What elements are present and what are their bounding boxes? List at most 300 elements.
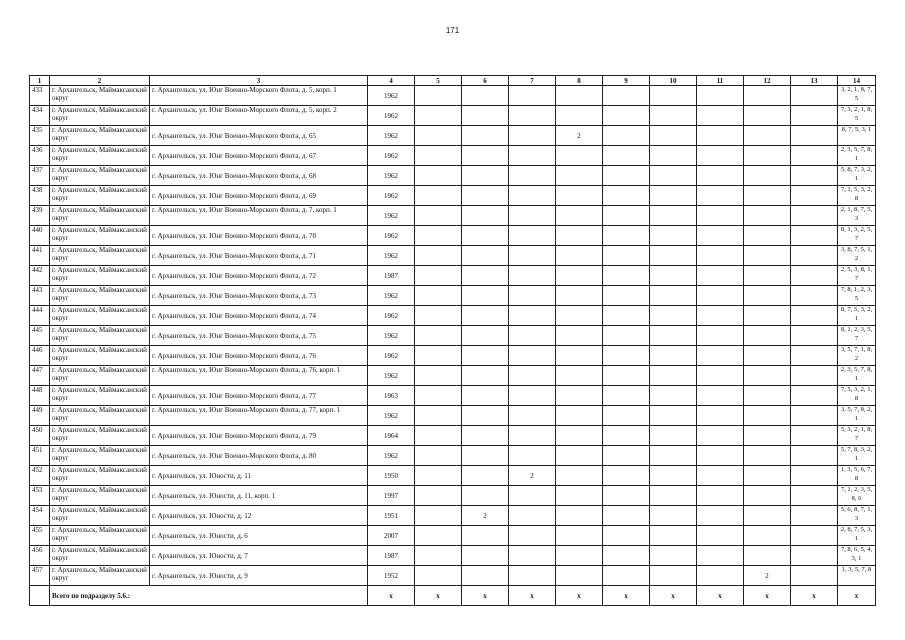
table-row [30, 486, 876, 506]
value-cell-c12 [744, 446, 791, 466]
value-cell-c10 [650, 406, 697, 426]
value-cell-c6 [462, 406, 509, 426]
value-cell-c5 [415, 206, 462, 226]
page-number: 171 [445, 26, 460, 35]
table-row [30, 246, 876, 266]
value-cell-c7: 2 [509, 466, 556, 486]
header-row [30, 76, 876, 86]
location-cell: г. Архангельск, Маймаксанский округ [50, 526, 150, 546]
value-cell-c9 [603, 326, 650, 346]
value-cell-c11 [697, 346, 744, 366]
row-number: 445 [30, 326, 50, 346]
value-cell-c5 [415, 286, 462, 306]
location-cell: г. Архангельск, Маймаксанский округ [50, 426, 150, 446]
address-cell: г. Архангельск, ул. Юности, д. 11 [150, 466, 368, 486]
address-cell: г. Архангельск, ул. Юнг Военно-Морского Флота, д. 72 [150, 266, 368, 286]
value-cell-c7 [509, 306, 556, 326]
table-row [30, 426, 876, 446]
value-cell-c11 [697, 426, 744, 446]
table-row [30, 226, 876, 246]
table-row [30, 386, 876, 406]
value-cell-c6 [462, 546, 509, 566]
value-cell-c6 [462, 386, 509, 406]
value-cell-c9 [603, 106, 650, 126]
value-cell-c6 [462, 346, 509, 366]
address-cell: г. Архангельск, ул. Юнг Военно-Морского Флота, д. 7, корп. 1 [150, 206, 368, 226]
location-cell: г. Архангельск, Маймаксанский округ [50, 126, 150, 146]
row-number: 441 [30, 246, 50, 266]
value-cell-c9 [603, 126, 650, 146]
value-cell-c6 [462, 86, 509, 106]
total-cell: x [415, 586, 462, 606]
location-cell: г. Архангельск, Маймаксанский округ [50, 346, 150, 366]
value-cell-c13 [791, 166, 838, 186]
value-cell-c12 [744, 226, 791, 246]
value-cell-c10 [650, 506, 697, 526]
value-cell-c11 [697, 566, 744, 586]
value-cell-c13 [791, 426, 838, 446]
row-number: 451 [30, 446, 50, 466]
code-cell: 2, 3, 5, 7, 8, 1 [838, 146, 876, 166]
value-cell-c9 [603, 266, 650, 286]
value-cell-c10 [650, 426, 697, 446]
address-cell: г. Архангельск, ул. Юнг Военно-Морского Флота, д. 69 [150, 186, 368, 206]
value-cell-c11 [697, 486, 744, 506]
table-row [30, 186, 876, 206]
code-cell: 3, 5, 7, 1, 8, 2 [838, 346, 876, 366]
value-cell-c5 [415, 466, 462, 486]
row-number: 457 [30, 566, 50, 586]
value-cell-c5 [415, 446, 462, 466]
value-cell-c13 [791, 226, 838, 246]
value-cell-c7 [509, 266, 556, 286]
value-cell-c8 [556, 246, 603, 266]
value-cell-c6 [462, 226, 509, 246]
address-cell: г. Архангельск, ул. Юности, д. 6 [150, 526, 368, 546]
table-row [30, 406, 876, 426]
row-number: 446 [30, 346, 50, 366]
year-cell: 1997 [368, 486, 415, 506]
row-number: 440 [30, 226, 50, 246]
year-cell: 1962 [368, 146, 415, 166]
value-cell-c12 [744, 366, 791, 386]
value-cell-c8 [556, 266, 603, 286]
value-cell-c12 [744, 206, 791, 226]
value-cell-c12 [744, 486, 791, 506]
code-cell: 5, 8, 7, 3, 2, 1 [838, 166, 876, 186]
value-cell-c7 [509, 106, 556, 126]
year-cell: 1987 [368, 546, 415, 566]
address-cell: г. Архангельск, ул. Юнг Военно-Морского Флота, д. 74 [150, 306, 368, 326]
value-cell-c7 [509, 226, 556, 246]
row-number: 455 [30, 526, 50, 546]
address-cell: г. Архангельск, ул. Юнг Военно-Морского Флота, д. 79 [150, 426, 368, 446]
location-cell: г. Архангельск, Маймаксанский округ [50, 106, 150, 126]
row-number: 433 [30, 86, 50, 106]
value-cell-c10 [650, 206, 697, 226]
value-cell-c9 [603, 486, 650, 506]
table-body [30, 86, 876, 606]
year-cell: 1962 [368, 246, 415, 266]
column-header: 9 [603, 76, 650, 86]
location-cell: г. Архангельск, Маймаксанский округ [50, 86, 150, 106]
code-cell: 2, 5, 3, 8, 1, 7 [838, 266, 876, 286]
value-cell-c11 [697, 546, 744, 566]
total-label: Всего по подразделу 5.6.: [50, 586, 368, 606]
value-cell-c5 [415, 566, 462, 586]
value-cell-c10 [650, 286, 697, 306]
value-cell-c13 [791, 506, 838, 526]
value-cell-c9 [603, 446, 650, 466]
value-cell-c5 [415, 106, 462, 126]
value-cell-c6 [462, 446, 509, 466]
row-number: 435 [30, 126, 50, 146]
total-cell: x [697, 586, 744, 606]
year-cell: 2007 [368, 526, 415, 546]
value-cell-c6 [462, 166, 509, 186]
value-cell-c5 [415, 266, 462, 286]
value-cell-c8: 2 [556, 126, 603, 146]
value-cell-c8 [556, 366, 603, 386]
column-header: 13 [791, 76, 838, 86]
address-cell: г. Архангельск, ул. Юнг Военно-Морского Флота, д. 5, корп. 1 [150, 86, 368, 106]
row-number: 444 [30, 306, 50, 326]
value-cell-c9 [603, 206, 650, 226]
value-cell-c5 [415, 226, 462, 246]
code-cell: 8, 7, 5, 3, 2, 1 [838, 306, 876, 326]
value-cell-c8 [556, 146, 603, 166]
value-cell-c12 [744, 286, 791, 306]
value-cell-c7 [509, 526, 556, 546]
value-cell-c5 [415, 546, 462, 566]
column-header: 4 [368, 76, 415, 86]
value-cell-c10 [650, 106, 697, 126]
table-row [30, 546, 876, 566]
row-number: 439 [30, 206, 50, 226]
value-cell-c7 [509, 126, 556, 146]
value-cell-c7 [509, 426, 556, 446]
value-cell-c12 [744, 326, 791, 346]
total-cell: x [368, 586, 415, 606]
value-cell-c11 [697, 106, 744, 126]
year-cell: 1962 [368, 206, 415, 226]
value-cell-c5 [415, 146, 462, 166]
value-cell-c7 [509, 566, 556, 586]
location-cell: г. Архангельск, Маймаксанский округ [50, 166, 150, 186]
location-cell: г. Архангельск, Маймаксанский округ [50, 286, 150, 306]
value-cell-c10 [650, 446, 697, 466]
year-cell: 1962 [368, 286, 415, 306]
column-header: 14 [838, 76, 876, 86]
row-number: 456 [30, 546, 50, 566]
value-cell-c6 [462, 106, 509, 126]
address-cell: г. Архангельск, ул. Юности, д. 7 [150, 546, 368, 566]
value-cell-c12 [744, 106, 791, 126]
column-header: 2 [50, 76, 150, 86]
code-cell: 2, 1, 8, 7, 5, 3 [838, 206, 876, 226]
column-header: 8 [556, 76, 603, 86]
value-cell-c12 [744, 146, 791, 166]
code-cell: 5, 6, 8, 7, 1, 3 [838, 506, 876, 526]
value-cell-c6 [462, 266, 509, 286]
value-cell-c13 [791, 366, 838, 386]
year-cell: 1962 [368, 86, 415, 106]
value-cell-c13 [791, 246, 838, 266]
value-cell-c10 [650, 466, 697, 486]
value-cell-c5 [415, 526, 462, 546]
value-cell-c11 [697, 146, 744, 166]
value-cell-c5 [415, 366, 462, 386]
value-cell-c10 [650, 346, 697, 366]
value-cell-c12 [744, 406, 791, 426]
value-cell-c8 [556, 486, 603, 506]
total-cell: x [556, 586, 603, 606]
value-cell-c5 [415, 346, 462, 366]
value-cell-c6 [462, 366, 509, 386]
value-cell-c11 [697, 406, 744, 426]
address-cell: г. Архангельск, ул. Юнг Военно-Морского Флота, д. 75 [150, 326, 368, 346]
value-cell-c10 [650, 186, 697, 206]
value-cell-c8 [556, 346, 603, 366]
value-cell-c6 [462, 206, 509, 226]
value-cell-c13 [791, 146, 838, 166]
value-cell-c9 [603, 386, 650, 406]
value-cell-c5 [415, 86, 462, 106]
year-cell: 1951 [368, 506, 415, 526]
address-cell: г. Архангельск, ул. Юнг Военно-Морского Флота, д. 77, корп. 1 [150, 406, 368, 426]
value-cell-c12 [744, 346, 791, 366]
value-cell-c12 [744, 506, 791, 526]
location-cell: г. Архангельск, Маймаксанский округ [50, 366, 150, 386]
code-cell: 7, 1, 5, 3, 2, 8 [838, 186, 876, 206]
value-cell-c11 [697, 326, 744, 346]
value-cell-c5 [415, 406, 462, 426]
value-cell-c12: 2 [744, 566, 791, 586]
table-row [30, 146, 876, 166]
value-cell-c7 [509, 406, 556, 426]
address-cell: г. Архангельск, ул. Юнг Военно-Морского Флота, д. 5, корп. 2 [150, 106, 368, 126]
address-cell: г. Архангельск, ул. Юнг Военно-Морского Флота, д. 67 [150, 146, 368, 166]
address-cell: г. Архангельск, ул. Юнг Военно-Морского Флота, д. 76 [150, 346, 368, 366]
value-cell-c11 [697, 226, 744, 246]
value-cell-c11 [697, 86, 744, 106]
code-cell: 7, 8, 1, 2, 3, 5 [838, 286, 876, 306]
column-header: 12 [744, 76, 791, 86]
value-cell-c11 [697, 526, 744, 546]
total-cell: x [509, 586, 556, 606]
table-row [30, 306, 876, 326]
value-cell-c13 [791, 386, 838, 406]
year-cell: 1962 [368, 406, 415, 426]
value-cell-c9 [603, 306, 650, 326]
value-cell-c13 [791, 266, 838, 286]
value-cell-c7 [509, 506, 556, 526]
value-cell-c10 [650, 146, 697, 166]
value-cell-c10 [650, 226, 697, 246]
column-header: 5 [415, 76, 462, 86]
value-cell-c8 [556, 286, 603, 306]
year-cell: 1962 [368, 126, 415, 146]
value-cell-c6 [462, 426, 509, 446]
total-cell: x [744, 586, 791, 606]
location-cell: г. Архангельск, Маймаксанский округ [50, 186, 150, 206]
column-header: 10 [650, 76, 697, 86]
value-cell-c8 [556, 466, 603, 486]
year-cell: 1950 [368, 466, 415, 486]
value-cell-c8 [556, 526, 603, 546]
address-cell: г. Архангельск, ул. Юности, д. 12 [150, 506, 368, 526]
value-cell-c13 [791, 406, 838, 426]
value-cell-c13 [791, 106, 838, 126]
value-cell-c11 [697, 306, 744, 326]
value-cell-c9 [603, 506, 650, 526]
value-cell-c8 [556, 446, 603, 466]
value-cell-c11 [697, 246, 744, 266]
value-cell-c13 [791, 306, 838, 326]
row-number: 448 [30, 386, 50, 406]
value-cell-c7 [509, 86, 556, 106]
value-cell-c9 [603, 166, 650, 186]
value-cell-c13 [791, 206, 838, 226]
value-cell-c13 [791, 486, 838, 506]
value-cell-c7 [509, 286, 556, 306]
table-row [30, 326, 876, 346]
year-cell: 1952 [368, 566, 415, 586]
value-cell-c12 [744, 306, 791, 326]
row-number: 436 [30, 146, 50, 166]
location-cell: г. Архангельск, Маймаксанский округ [50, 546, 150, 566]
total-cell: x [462, 586, 509, 606]
value-cell-c9 [603, 546, 650, 566]
value-cell-c6 [462, 246, 509, 266]
value-cell-c6 [462, 326, 509, 346]
table-row [30, 466, 876, 486]
row-number: 454 [30, 506, 50, 526]
row-number: 447 [30, 366, 50, 386]
code-cell: 7, 8, 6, 5, 4, 3, 1 [838, 546, 876, 566]
row-number: 437 [30, 166, 50, 186]
value-cell-c8 [556, 546, 603, 566]
value-cell-c7 [509, 366, 556, 386]
location-cell: г. Архангельск, Маймаксанский округ [50, 386, 150, 406]
value-cell-c9 [603, 286, 650, 306]
value-cell-c5 [415, 426, 462, 446]
value-cell-c10 [650, 386, 697, 406]
location-cell: г. Архангельск, Маймаксанский округ [50, 326, 150, 346]
value-cell-c9 [603, 246, 650, 266]
value-cell-c8 [556, 166, 603, 186]
year-cell: 1962 [368, 226, 415, 246]
table-row [30, 206, 876, 226]
total-cell: x [650, 586, 697, 606]
year-cell: 1964 [368, 426, 415, 446]
value-cell-c11 [697, 446, 744, 466]
value-cell-c10 [650, 126, 697, 146]
code-cell: 5, 7, 8, 3, 2, 1 [838, 446, 876, 466]
value-cell-c9 [603, 426, 650, 446]
table-row [30, 86, 876, 106]
value-cell-c9 [603, 366, 650, 386]
value-cell-c10 [650, 326, 697, 346]
value-cell-c9 [603, 226, 650, 246]
value-cell-c9 [603, 146, 650, 166]
value-cell-c6 [462, 486, 509, 506]
location-cell: г. Архангельск, Маймаксанский округ [50, 466, 150, 486]
row-number: 442 [30, 266, 50, 286]
value-cell-c8 [556, 306, 603, 326]
year-cell: 1962 [368, 326, 415, 346]
location-cell: г. Архангельск, Маймаксанский округ [50, 306, 150, 326]
table-row [30, 286, 876, 306]
value-cell-c5 [415, 386, 462, 406]
value-cell-c11 [697, 266, 744, 286]
value-cell-c9 [603, 466, 650, 486]
value-cell-c7 [509, 326, 556, 346]
value-cell-c6 [462, 146, 509, 166]
value-cell-c5 [415, 186, 462, 206]
table-row [30, 366, 876, 386]
value-cell-c6 [462, 466, 509, 486]
address-cell: г. Архангельск, ул. Юнг Военно-Морского Флота, д. 65 [150, 126, 368, 146]
year-cell: 1962 [368, 186, 415, 206]
value-cell-c9 [603, 406, 650, 426]
location-cell: г. Архангельск, Маймаксанский округ [50, 266, 150, 286]
row-number: 450 [30, 426, 50, 446]
value-cell-c12 [744, 466, 791, 486]
column-header: 11 [697, 76, 744, 86]
value-cell-c13 [791, 346, 838, 366]
code-cell: 8, 7, 5, 3, 1 [838, 126, 876, 146]
table-row [30, 266, 876, 286]
location-cell: г. Архангельск, Маймаксанский округ [50, 406, 150, 426]
value-cell-c9 [603, 346, 650, 366]
value-cell-c12 [744, 526, 791, 546]
value-cell-c12 [744, 186, 791, 206]
value-cell-c9 [603, 186, 650, 206]
row-number: 434 [30, 106, 50, 126]
location-cell: г. Архангельск, Маймаксанский округ [50, 446, 150, 466]
location-cell: г. Архангельск, Маймаксанский округ [50, 506, 150, 526]
table-row [30, 346, 876, 366]
row-number: 453 [30, 486, 50, 506]
year-cell: 1962 [368, 366, 415, 386]
code-cell: 3, 2, 1, 8, 7, 5 [838, 86, 876, 106]
value-cell-c5 [415, 506, 462, 526]
value-cell-c12 [744, 546, 791, 566]
location-cell: г. Архангельск, Маймаксанский округ [50, 486, 150, 506]
code-cell: 3, 5, 7, 8, 2, 1 [838, 406, 876, 426]
code-cell: 2, 3, 5, 7, 8, 1 [838, 366, 876, 386]
value-cell-c11 [697, 126, 744, 146]
location-cell: г. Архангельск, Маймаксанский округ [50, 226, 150, 246]
table-row [30, 526, 876, 546]
code-cell: 1, 3, 5, 7, 8 [838, 566, 876, 586]
total-empty-cell [30, 586, 50, 606]
value-cell-c13 [791, 546, 838, 566]
value-cell-c10 [650, 266, 697, 286]
address-cell: г. Архангельск, ул. Юнг Военно-Морского Флота, д. 73 [150, 286, 368, 306]
value-cell-c5 [415, 166, 462, 186]
code-cell: 8, 1, 3, 2, 5, 7 [838, 226, 876, 246]
value-cell-c11 [697, 386, 744, 406]
table-row [30, 506, 876, 526]
row-number: 452 [30, 466, 50, 486]
total-cell: x [603, 586, 650, 606]
value-cell-c7 [509, 446, 556, 466]
value-cell-c8 [556, 326, 603, 346]
address-cell: г. Архангельск, ул. Юности, д. 11, корп. 1 [150, 486, 368, 506]
value-cell-c12 [744, 246, 791, 266]
